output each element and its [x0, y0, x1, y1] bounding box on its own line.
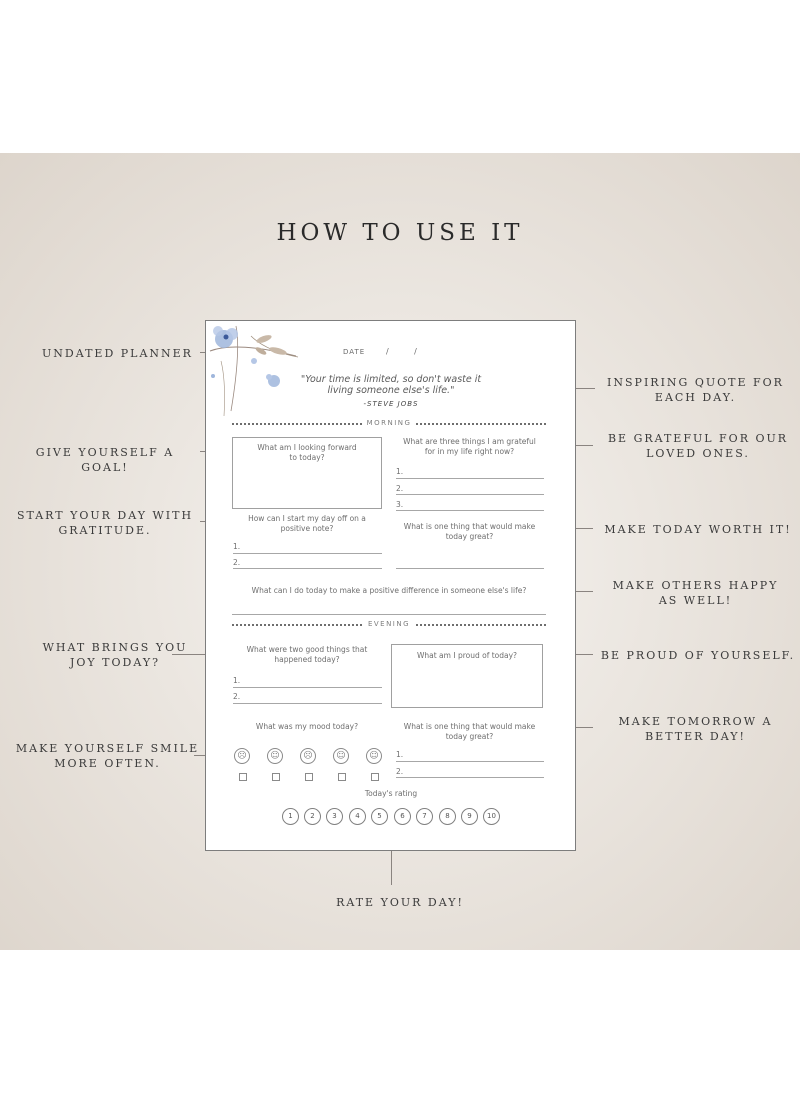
date-separator: / / — [386, 347, 417, 356]
answer-line[interactable] — [232, 614, 546, 615]
callout-joy — [30, 640, 200, 670]
question-line: today great? — [445, 731, 494, 741]
question-mood: What was my mood today? — [255, 722, 359, 731]
question-line: for in my life right now? — [424, 446, 515, 456]
mood-surprised-icon[interactable]: ☺ — [366, 748, 382, 764]
callout-undated-planner: UNDATED PLANNER — [42, 347, 193, 360]
callout-grateful — [598, 431, 798, 461]
mood-checkbox[interactable] — [338, 773, 346, 781]
rating-option-2[interactable]: 2 — [304, 808, 321, 825]
section-evening — [232, 620, 546, 628]
question-line: happened today? — [274, 654, 340, 664]
answer-line[interactable] — [396, 777, 544, 778]
rating-option-9[interactable]: 9 — [461, 808, 478, 825]
item-number: 1. — [233, 676, 241, 685]
question-start — [232, 514, 382, 533]
answer-line[interactable] — [233, 568, 382, 569]
rating-label: Today's rating — [364, 789, 418, 798]
callout-line: LOVED ONES. — [646, 447, 750, 460]
callout-quote — [598, 375, 793, 405]
rating-option-4[interactable]: 4 — [349, 808, 366, 825]
mood-neutral-icon[interactable]: ☺ — [333, 748, 349, 764]
callout-proud: BE PROUD OF YOURSELF. — [600, 649, 796, 662]
callout-line: MAKE OTHERS HAPPY — [612, 579, 779, 592]
question-line: What is one thing that would make — [403, 722, 536, 731]
answer-line[interactable] — [396, 478, 544, 479]
item-number: 2. — [233, 692, 241, 701]
callout-worth: MAKE TODAY WORTH IT! — [604, 523, 792, 536]
rating-option-10[interactable]: 10 — [483, 808, 500, 825]
callout-goal: GIVE YOURSELF A GOAL! — [35, 446, 175, 474]
item-number: 1. — [396, 750, 404, 759]
quote-line: living someone else's life." — [327, 385, 455, 396]
callout-line: INSPIRING QUOTE FOR — [607, 376, 784, 389]
mood-checkbox[interactable] — [272, 773, 280, 781]
callout-line: JOY TODAY? — [69, 656, 161, 669]
answer-line[interactable] — [396, 761, 544, 762]
item-number: 2. — [396, 767, 404, 776]
daily-quote — [276, 374, 506, 396]
question-forward — [236, 443, 378, 462]
rating-option-3[interactable]: 3 — [326, 808, 343, 825]
question-tomorrow — [392, 722, 547, 741]
mood-checkbox[interactable] — [239, 773, 247, 781]
question-line: How can I start my day off on a — [248, 514, 366, 523]
rating-option-7[interactable]: 7 — [416, 808, 433, 825]
question-difference: What can I do today to make a positive difference in someone else's life? — [251, 586, 527, 595]
item-number: 1. — [396, 467, 404, 476]
answer-line[interactable] — [233, 703, 382, 704]
section-label: EVENING — [364, 620, 414, 628]
rating-option-1[interactable]: 1 — [282, 808, 299, 825]
rating-option-6[interactable]: 6 — [394, 808, 411, 825]
question-proud: What am I proud of today? — [416, 651, 518, 660]
callout-line: BETTER DAY! — [645, 730, 746, 743]
quote-line: "Your time is limited, so don't waste it — [300, 374, 482, 385]
callout-line: START YOUR DAY WITH — [16, 509, 194, 522]
mood-happy-icon[interactable]: ☺ — [267, 748, 283, 764]
mood-sad-icon[interactable]: ☹ — [300, 748, 316, 764]
mood-checkbox[interactable] — [305, 773, 313, 781]
answer-line[interactable] — [233, 553, 382, 554]
callout-smile — [15, 741, 200, 771]
item-number: 2. — [396, 484, 404, 493]
answer-line[interactable] — [396, 568, 544, 569]
callout-rate: RATE YOUR DAY! — [336, 896, 464, 909]
question-line: positive note? — [280, 523, 334, 533]
date-label: DATE — [343, 348, 366, 356]
answer-line[interactable] — [396, 510, 544, 511]
connector-line — [391, 845, 392, 885]
mood-checkbox[interactable] — [371, 773, 379, 781]
section-label: MORNING — [363, 419, 416, 427]
question-line: What is one thing that would make — [403, 522, 536, 531]
question-good-things — [232, 645, 382, 664]
answer-line[interactable] — [233, 687, 382, 688]
page-title: HOW TO USE IT — [276, 220, 524, 246]
rating-option-8[interactable]: 8 — [439, 808, 456, 825]
item-number: 1. — [233, 542, 241, 551]
mood-very-sad-icon[interactable]: ☹ — [234, 748, 250, 764]
item-number: 3. — [396, 500, 404, 509]
callout-line: MORE OFTEN. — [54, 757, 161, 770]
question-line: What were two good things that — [246, 645, 368, 654]
item-number: 2. — [233, 558, 241, 567]
callout-line: WHAT BRINGS YOU — [42, 641, 188, 654]
question-great — [392, 522, 547, 541]
quote-author: -STEVE JOBS — [363, 400, 419, 408]
callout-line: MAKE YOURSELF SMILE — [15, 742, 200, 755]
callout-tomorrow — [598, 714, 793, 744]
callout-line: GRATITUDE. — [58, 524, 152, 537]
callout-line: EACH DAY. — [654, 391, 737, 404]
callout-others — [598, 578, 793, 608]
answer-line[interactable] — [396, 494, 544, 495]
rating-option-5[interactable]: 5 — [371, 808, 388, 825]
question-line: What am I looking forward — [257, 443, 357, 452]
question-grateful — [392, 437, 547, 456]
callout-line: MAKE TOMORROW A — [618, 715, 773, 728]
callout-line: BE GRATEFUL FOR OUR — [607, 432, 789, 445]
planner-sheet — [205, 320, 576, 851]
question-line: What are three things I am grateful — [403, 437, 536, 446]
callout-gratitude — [15, 508, 195, 538]
section-morning — [232, 419, 546, 427]
question-line: to today? — [289, 452, 325, 462]
question-line: today great? — [445, 531, 494, 541]
callout-line: AS WELL! — [658, 594, 733, 607]
